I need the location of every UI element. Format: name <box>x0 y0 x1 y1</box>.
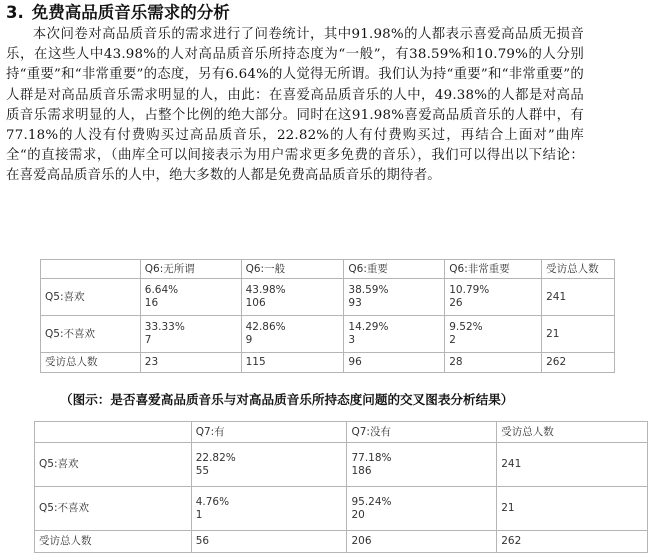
percent-value: 95.24% <box>351 495 392 508</box>
footer-label: 受访总人数 <box>35 531 192 553</box>
footer-cell: 23 <box>140 353 241 373</box>
data-cell <box>445 316 542 353</box>
percent-value: 43.98% <box>245 284 286 296</box>
table-row <box>41 316 615 353</box>
header-cell: Q7:没有 <box>347 422 497 443</box>
count-value: 55 <box>195 464 210 477</box>
count-value: 1 <box>195 508 203 521</box>
total-cell: 241 <box>542 279 615 316</box>
table-caption: （图示：是否喜爱高品质音乐与对高品质音乐所持态度问题的交叉图表分析结果） <box>60 392 514 407</box>
crosstab-q5-q7 <box>34 421 648 553</box>
count-value: 16 <box>144 297 159 309</box>
body-paragraph: 本次问卷对高品质音乐的需求进行了问卷统计，其中91.98%的人都表示喜爱高品质无损音乐，在这些人中43.98%的人对高品质音乐所持态度为“一般”，有38.59%和10.79%的人分别持“重要”和“非常重要”的态度，另有6.64%的人觉得无所谓。我们认为持“重要”和“非常重要”的人群是对高品质音乐需求明显的人，由此：在喜爱高品质音乐的人中，49.38%的人都是对高品质音乐需求明显的人，占整个比例的绝大部分。同时在这91.98%喜爱高品质音乐的人群中，有77.18%的人没有付费购买过高品质音乐，22.82%的人有付费购买过，再结合上面对”曲库全“的直接需求，（曲库全可以间接表示为用户需求更多免费的音乐），我们可以得出以下结论：在喜爱高品质音乐的人中，绝大多数的人都是免费高品质音乐的期待者。 <box>6 27 584 184</box>
footer-cell: 115 <box>241 353 344 373</box>
section-heading <box>6 2 230 24</box>
data-cell <box>445 279 542 316</box>
percent-value: 42.86% <box>245 321 286 333</box>
count-value: 186 <box>351 464 372 477</box>
percent-value: 14.29% <box>348 321 389 333</box>
header-cell: Q6:无所谓 <box>140 260 241 279</box>
footer-cell: 56 <box>191 531 347 553</box>
header-cell: Q7:有 <box>191 422 347 443</box>
table-row <box>35 443 648 487</box>
percent-value: 10.79% <box>449 284 490 296</box>
total-cell: 241 <box>497 443 648 487</box>
percent-value: 33.33% <box>144 321 185 333</box>
table-header-row <box>35 422 648 443</box>
footer-cell: 262 <box>497 531 648 553</box>
total-cell: 21 <box>542 316 615 353</box>
count-value: 93 <box>348 297 362 309</box>
row-label: Q5:不喜欢 <box>41 316 141 353</box>
header-cell: Q6:一般 <box>241 260 344 279</box>
row-label: Q5:喜欢 <box>35 443 192 487</box>
header-cell: Q6:非常重要 <box>445 260 542 279</box>
total-cell: 21 <box>497 487 648 531</box>
data-cell <box>347 487 497 531</box>
percent-value: 38.59% <box>348 284 389 296</box>
percent-value: 4.76% <box>195 495 230 508</box>
footer-cell: 96 <box>344 353 445 373</box>
header-cell: Q6:重要 <box>344 260 445 279</box>
crosstab-q5-q6 <box>40 259 615 373</box>
data-cell <box>191 487 347 531</box>
header-cell <box>41 260 141 279</box>
count-value: 3 <box>348 334 356 346</box>
data-cell <box>344 316 445 353</box>
table-row <box>35 487 648 531</box>
count-value: 26 <box>449 297 463 309</box>
footer-label: 受访总人数 <box>41 353 141 373</box>
table-header-row <box>41 260 615 279</box>
data-cell <box>344 279 445 316</box>
data-cell <box>347 443 497 487</box>
percent-value: 22.82% <box>195 451 236 464</box>
footer-cell: 262 <box>542 353 615 373</box>
row-label: Q5:不喜欢 <box>35 487 192 531</box>
count-value: 7 <box>144 334 152 346</box>
count-value: 20 <box>351 508 365 521</box>
header-cell: 受访总人数 <box>542 260 615 279</box>
table-footer-row <box>35 531 648 553</box>
footer-cell: 28 <box>445 353 542 373</box>
data-cell <box>241 316 344 353</box>
data-cell <box>241 279 344 316</box>
header-cell <box>35 422 192 443</box>
table-footer-row <box>41 353 615 373</box>
count-value: 2 <box>449 334 456 346</box>
row-label: Q5:喜欢 <box>41 279 141 316</box>
count-value: 106 <box>245 297 266 309</box>
percent-value: 9.52% <box>449 321 483 333</box>
section-title: 免费高品质音乐需求的分析 <box>31 3 230 22</box>
data-cell <box>140 316 241 353</box>
data-cell <box>191 443 347 487</box>
percent-value: 77.18% <box>351 451 392 464</box>
percent-value: 6.64% <box>144 284 179 296</box>
table-row <box>41 279 615 316</box>
data-cell <box>140 279 241 316</box>
section-number: 3. <box>6 3 24 22</box>
header-cell: 受访总人数 <box>497 422 648 443</box>
count-value: 9 <box>245 334 253 346</box>
footer-cell: 206 <box>347 531 497 553</box>
